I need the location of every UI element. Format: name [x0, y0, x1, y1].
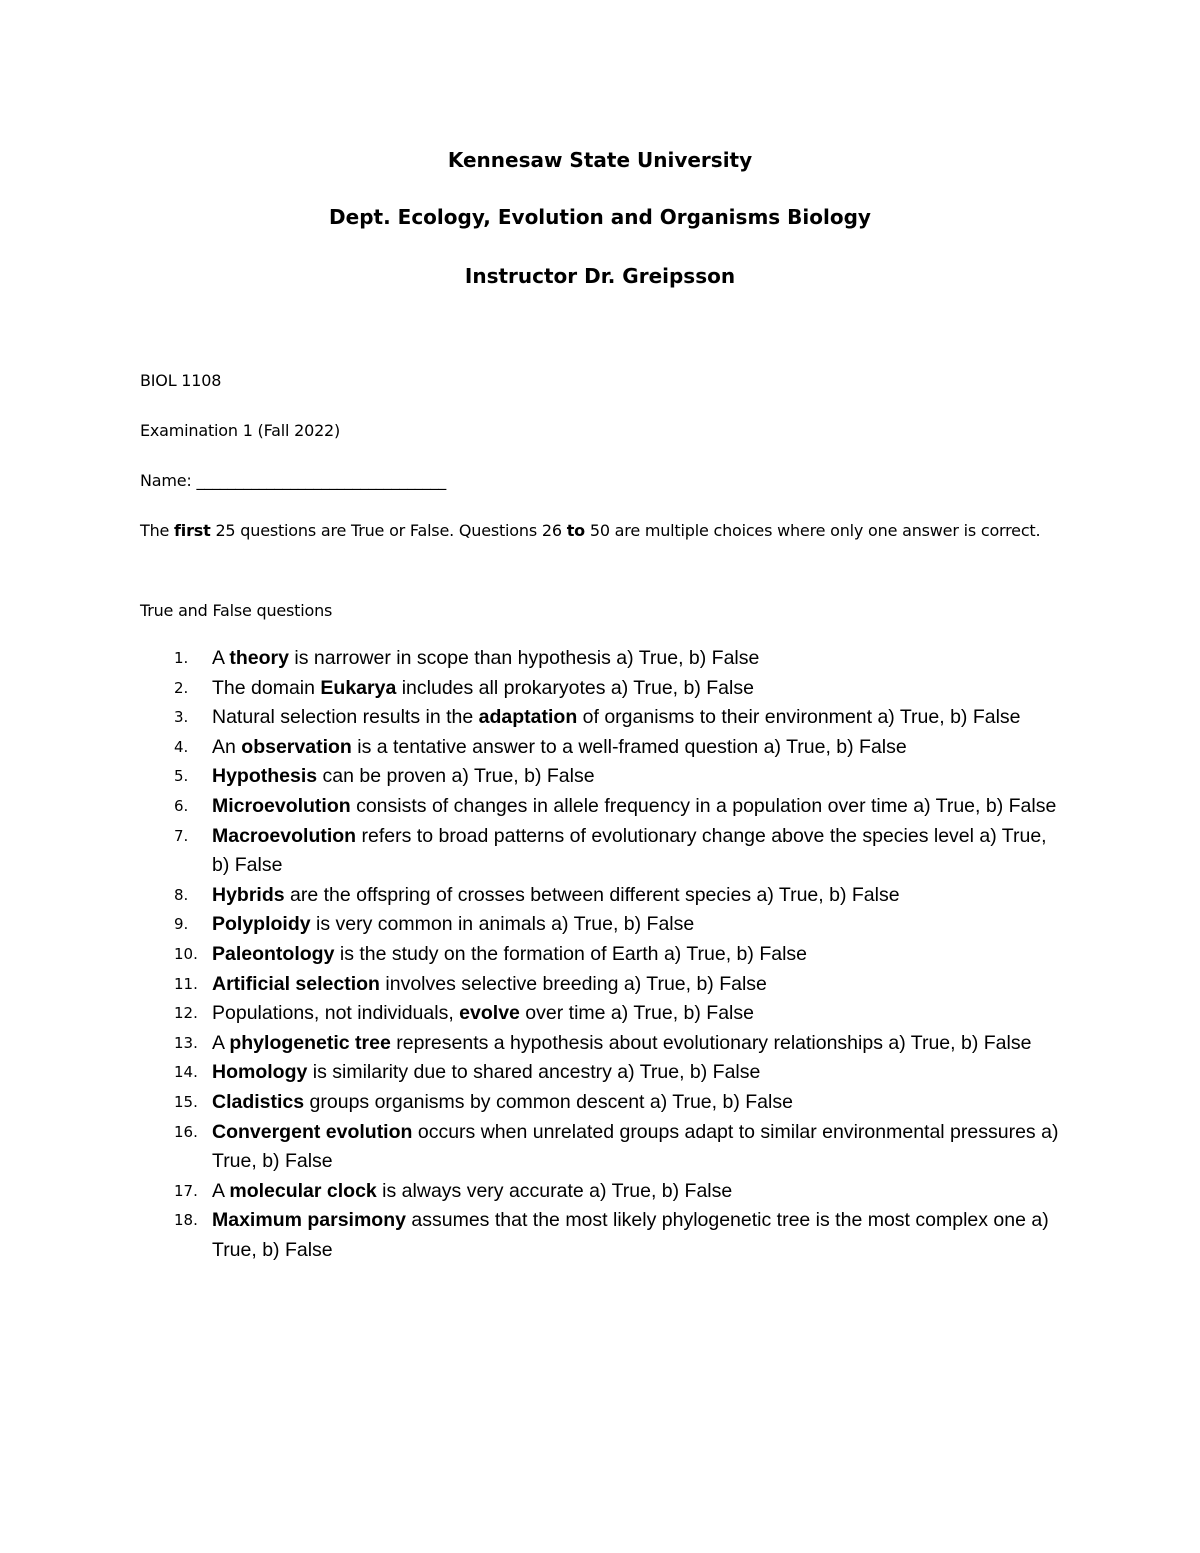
instructor-title: Instructor Dr. Greipsson: [464, 264, 736, 288]
name-line: [140, 466, 446, 495]
question-text: of organisms to their environment a) True, b) False: [577, 706, 1021, 729]
question-number: 17.: [174, 1181, 198, 1200]
question-number: 18.: [174, 1211, 198, 1230]
question-term: Microevolution: [212, 794, 351, 817]
question-term: Polyploidy: [212, 913, 311, 936]
question-text: An: [212, 735, 242, 758]
question-term: Homology: [212, 1061, 308, 1084]
question-text: consists of changes in allele frequency in a population over time a) True, b) False: [350, 794, 1057, 817]
question-text: Populations, not individuals,: [212, 1002, 460, 1025]
question-number: 14.: [174, 1063, 198, 1082]
instructions-text-1: The: [140, 521, 175, 540]
question-term: Artificial selection: [212, 972, 380, 995]
question-text: A: [212, 647, 230, 669]
question-text: occurs when unrelated groups adapt to similar environmental pressures a) True, b) False: [212, 1120, 1059, 1173]
question-text: includes all prokaryotes a) True, b) False: [396, 676, 754, 699]
question-text: is the study on the formation of Earth a) True, b) False: [334, 942, 807, 965]
section-title: True and False questions: [140, 601, 333, 620]
course-code: BIOL 1108: [140, 371, 222, 390]
department-title: Dept. Ecology, Evolution and Organisms Biology: [329, 205, 871, 229]
instructions-text-3: 50 are multiple choices where only one answer is correct.: [584, 521, 1041, 540]
question-number: 5.: [174, 767, 189, 786]
question-item: [140, 762, 1065, 792]
question-text: is similarity due to shared ancestry a) True, b) False: [307, 1061, 761, 1084]
question-term: Cladistics: [212, 1090, 305, 1113]
question-item: [140, 644, 1065, 674]
question-item: [140, 999, 1065, 1029]
question-item: [140, 1206, 1065, 1265]
name-blank: ________________________________: [196, 471, 447, 490]
question-text: groups organisms by common descent a) True, b) False: [304, 1090, 793, 1113]
question-number: 2.: [174, 678, 189, 697]
question-number: 15.: [174, 1092, 198, 1111]
question-number: 4.: [174, 737, 189, 756]
question-text: represents a hypothesis about evolutionary relationships a) True, b) False: [390, 1031, 1032, 1054]
question-text: is narrower in scope than hypothesis a) True, b) False: [288, 647, 760, 669]
question-item: [140, 822, 1065, 881]
instructions-bold-1: first: [174, 521, 211, 540]
question-text: can be proven a) True, b) False: [317, 765, 595, 788]
question-term: adaptation: [478, 706, 578, 729]
question-term: Maximum parsimony: [212, 1209, 406, 1232]
question-list: [140, 644, 1065, 1265]
question-text: is a tentative answer to a well-framed question a) True, b) False: [351, 735, 907, 758]
question-number: 6.: [174, 796, 189, 815]
question-term: evolve: [459, 1002, 520, 1025]
question-item: [140, 1177, 1065, 1207]
question-item: [140, 881, 1065, 911]
question-item: [140, 1029, 1065, 1059]
question-number: 13.: [174, 1033, 198, 1052]
question-item: [140, 940, 1065, 970]
question-term: phylogenetic tree: [229, 1031, 391, 1054]
question-number: 7.: [174, 826, 189, 845]
exam-title: Examination 1 (Fall 2022): [140, 421, 341, 440]
question-number: 12.: [174, 1004, 198, 1023]
question-number: 3.: [174, 708, 189, 727]
question-number: 1.: [174, 649, 189, 667]
question-term: Convergent evolution: [212, 1120, 413, 1143]
question-item: [140, 910, 1065, 940]
question-item: [140, 703, 1065, 733]
question-number: 8.: [174, 885, 189, 904]
question-text: is very common in animals a) True, b) False: [310, 913, 695, 936]
question-text: A: [212, 1179, 230, 1202]
question-item: [140, 970, 1065, 1000]
question-text: The domain: [212, 676, 321, 699]
question-text: refers to broad patterns of evolutionary change above the species level a) True, b) False: [212, 824, 1047, 877]
instructions-bold-2: to: [566, 521, 585, 540]
question-number: 10.: [174, 944, 198, 963]
question-term: molecular clock: [229, 1179, 377, 1202]
question-term: Paleontology: [212, 942, 335, 965]
question-item: [140, 674, 1065, 704]
question-text: assumes that the most likely phylogenetic tree is the most complex one a) True, b) False: [212, 1209, 1049, 1261]
question-item: [140, 1058, 1065, 1088]
question-item: [140, 1118, 1065, 1177]
question-item: [140, 792, 1065, 822]
question-term: observation: [241, 735, 352, 758]
question-text: is always very accurate a) True, b) False: [376, 1179, 733, 1202]
instructions-text-2: 25 questions are True or False. Questions 26: [210, 521, 567, 540]
question-term: Hypothesis: [212, 765, 318, 788]
question-term: Hybrids: [212, 883, 285, 906]
question-text: A: [212, 1031, 230, 1054]
question-number: 11.: [174, 974, 198, 993]
question-text: involves selective breeding a) True, b) False: [379, 972, 767, 995]
question-text: over time a) True, b) False: [519, 1002, 754, 1025]
question-item: [140, 1088, 1065, 1118]
question-text: are the offspring of crosses between different species a) True, b) False: [284, 883, 900, 906]
question-number: 9.: [174, 915, 189, 934]
question-term: Macroevolution: [212, 824, 357, 847]
question-term: Eukarya: [320, 676, 397, 699]
question-text: Natural selection results in the: [212, 706, 479, 729]
instructions: [140, 516, 1060, 545]
name-label: Name:: [140, 471, 192, 490]
question-number: 16.: [174, 1122, 198, 1141]
question-term: theory: [229, 647, 289, 669]
question-item: [140, 733, 1065, 763]
university-title: Kennesaw State University: [447, 148, 753, 172]
